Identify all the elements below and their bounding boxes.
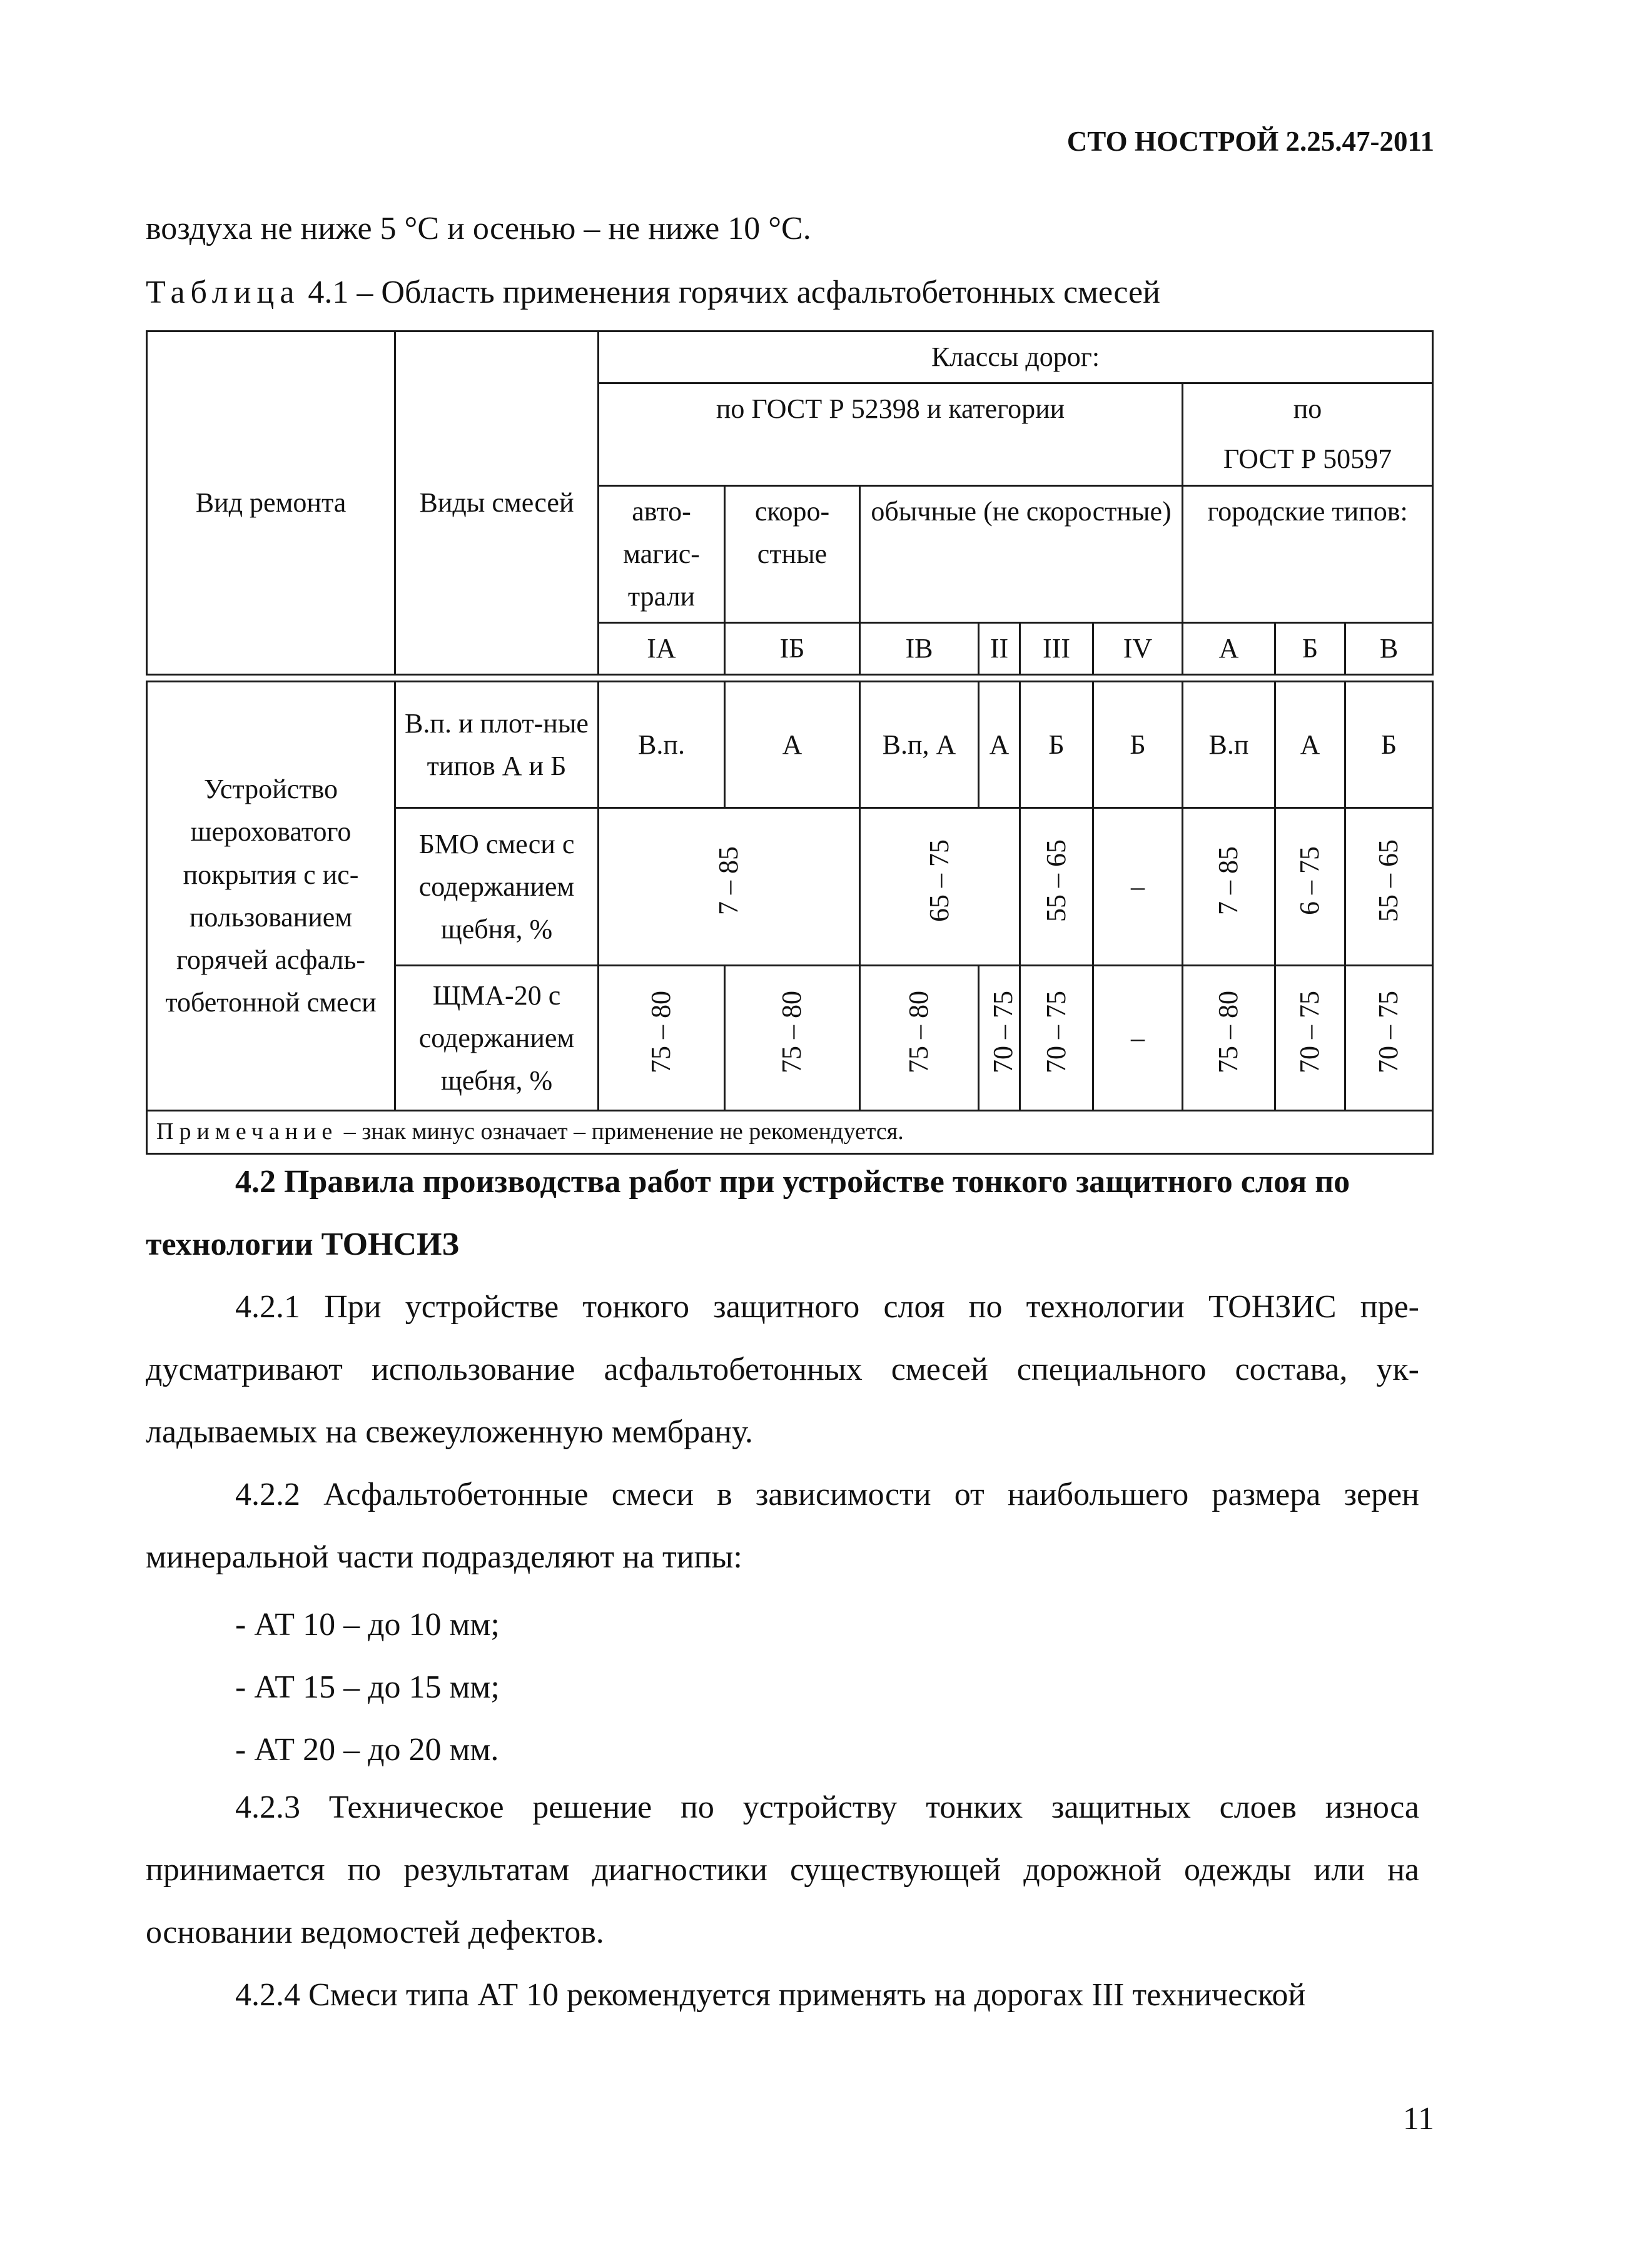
row2-value: 65 – 75 [924, 839, 955, 922]
row1-cell: В.п, А [860, 682, 979, 808]
row3-value: 75 – 80 [1213, 990, 1244, 1073]
row3-cell [1183, 966, 1275, 1111]
category-iv-roman: IV [1093, 623, 1183, 675]
category-urban-a: А [1183, 623, 1275, 675]
row1-cell: А [725, 682, 860, 808]
row3-value: 70 – 75 [1294, 990, 1325, 1073]
list-item: - АТ 10 – до 10 мм; [235, 1607, 500, 1643]
note-label: Примечание [156, 1118, 338, 1145]
row3-cell [1345, 966, 1433, 1111]
row2-value: 7 – 85 [1213, 846, 1244, 915]
header-repair-type: Вид ремонта [147, 332, 395, 675]
row3-cell [979, 966, 1020, 1111]
paragraph-4-2-3: 4.2.3 Техническое решение по устройству тонких защитных слоев износа принимается по результатам диагностики существующей дорожной одежды или на основании ведомостей дефектов. [146, 1790, 1419, 1950]
section-title: 4.2 Правила производства работ при устройстве тонкого защитного слоя по технологии ТОНСИЗ [146, 1164, 1350, 1262]
list-item: - АТ 15 – до 15 мм; [235, 1669, 500, 1705]
header-mix-types: Виды смесей [395, 332, 599, 675]
category-urban-b: Б [1275, 623, 1345, 675]
header-highways: авто-магис-трали [599, 485, 725, 623]
paragraph-4-2-1: 4.2.1 При устройстве тонкого защитного слоя по технологии ТОНЗИС пре-дусматривают использование асфальтобетонных смесей специального состава, ук-ладываемых на свежеуложенную мембрану. [146, 1289, 1419, 1450]
row2-cell [599, 808, 860, 966]
row2-cell [1020, 808, 1093, 966]
row1-cell: Б [1345, 682, 1433, 808]
list-item: - АТ 20 – до 20 мм. [235, 1732, 499, 1768]
row-label-repair: Устройство шероховатого покрытия с ис-пользованием горячей асфаль-тобетонной смеси [147, 682, 395, 1111]
row2-value: 55 – 65 [1373, 839, 1404, 922]
table-note [147, 1111, 1433, 1153]
header-road-classes: Классы дорог: [599, 332, 1433, 383]
row3-value: 70 – 75 [988, 990, 1018, 1073]
category-iv: IВ [860, 623, 979, 675]
row2-value: 6 – 75 [1294, 846, 1325, 915]
table-caption-label: Таблица [146, 275, 300, 310]
row1-cell: А [1275, 682, 1345, 808]
row3-cell [1275, 966, 1345, 1111]
row2-cell [860, 808, 1020, 966]
category-ii: II [979, 623, 1020, 675]
row2-cell [1183, 808, 1275, 966]
row3-value: 75 – 80 [903, 990, 934, 1073]
header-gost-52398: по ГОСТ Р 52398 и категории [599, 383, 1183, 485]
header-ordinary-roads: обычные (не скоростные) [860, 485, 1183, 623]
header-gost-50597-b: ГОСТ Р 50597 [1183, 434, 1433, 485]
header-gost-50597-a: по [1183, 383, 1433, 435]
row3-value: 75 – 80 [645, 990, 677, 1073]
note-text: – знак минус означает – применение не рекомендуется. [338, 1118, 904, 1145]
header-expressways: скоро-стные [725, 485, 860, 623]
row2-mix: БМО смеси с содержанием щебня, % [395, 808, 599, 966]
row3-value: 75 – 80 [776, 990, 807, 1073]
paragraph-4-2-4: 4.2.4 Смеси типа АТ 10 рекомендуется применять на дорогах III технической [235, 1977, 1306, 2013]
row3-value: 70 – 75 [1040, 990, 1071, 1073]
intro-line: воздуха не ниже 5 °С и осенью – не ниже 10 °С. [146, 211, 811, 246]
row1-mix: В.п. и плот-ные типов А и Б [395, 682, 599, 808]
row1-cell: Б [1093, 682, 1183, 808]
category-ia: IА [599, 623, 725, 675]
row1-cell: А [979, 682, 1020, 808]
row3-cell [1020, 966, 1093, 1111]
category-iii: III [1020, 623, 1093, 675]
row3-mix: ЩМА-20 с содержанием щебня, % [395, 966, 599, 1111]
row2-cell: – [1093, 808, 1183, 966]
row3-cell: – [1093, 966, 1183, 1111]
row2-cell [1345, 808, 1433, 966]
road-class-table [146, 330, 1434, 1155]
row2-value: 7 – 85 [713, 846, 744, 915]
row1-cell: В.п. [599, 682, 725, 808]
document-header: СТО НОСТРОЙ 2.25.47-2011 [1066, 126, 1434, 157]
page-number: 11 [1402, 2101, 1434, 2137]
row3-cell [599, 966, 725, 1111]
table-caption [146, 274, 1160, 311]
paragraph-4-2-2: 4.2.2 Асфальтобетонные смеси в зависимости от наибольшего размера зерен минеральной части подразделяют на типы: [146, 1477, 1419, 1575]
row2-cell [1275, 808, 1345, 966]
row1-cell: Б [1020, 682, 1093, 808]
row2-value: 55 – 65 [1040, 839, 1071, 922]
header-urban-roads: городские типов: [1183, 485, 1433, 623]
row3-cell [725, 966, 860, 1111]
category-ib: IБ [725, 623, 860, 675]
row1-cell: В.п [1183, 682, 1275, 808]
row3-cell [860, 966, 979, 1111]
row3-value: 70 – 75 [1373, 990, 1404, 1073]
table-caption-text: 4.1 – Область применения горячих асфальтобетонных смесей [300, 275, 1160, 310]
category-urban-v: В [1345, 623, 1433, 675]
